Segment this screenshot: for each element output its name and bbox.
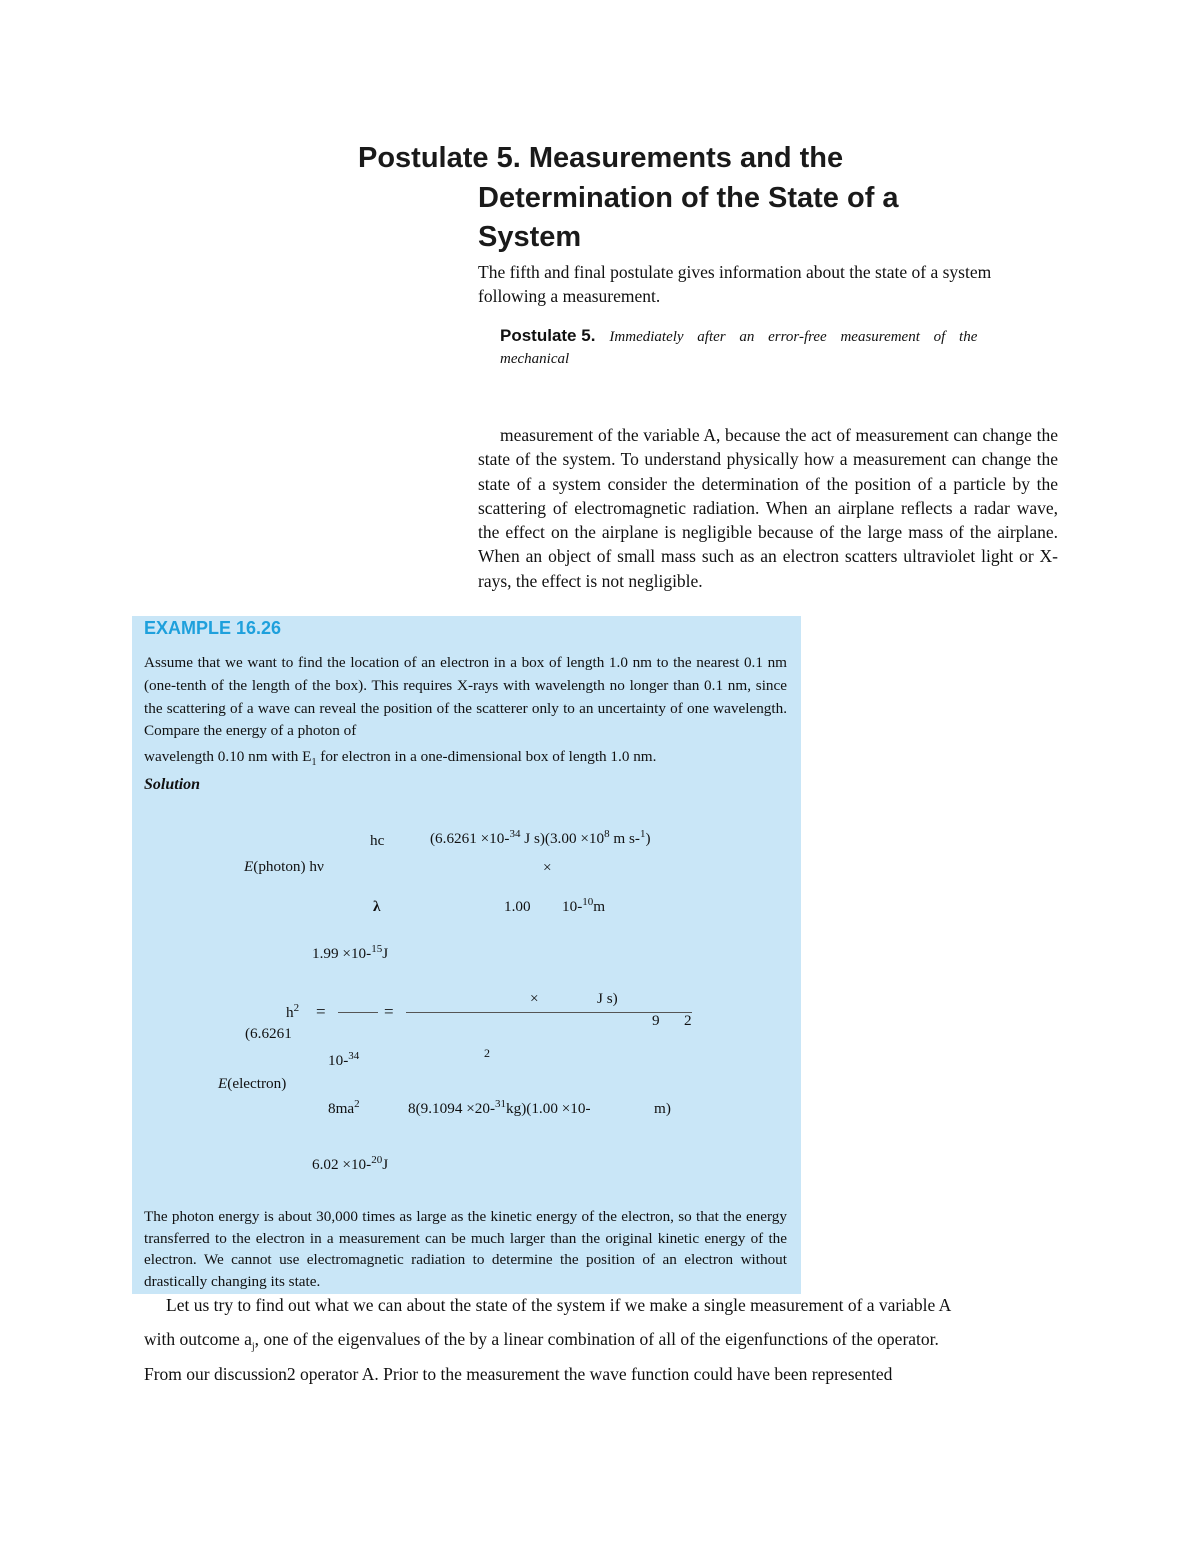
intro-line-1: The fifth and final postulate gives information about the state of a system [478, 262, 992, 282]
eq-h-exp: 2 [293, 1001, 300, 1014]
postulate-label: Postulate 5. [500, 326, 596, 345]
eq-res1-exp: 15 [371, 942, 383, 955]
eq-js-close: J s) [597, 990, 618, 1007]
eq-res2-unit: J [382, 1156, 389, 1173]
eq-ma-exp: 2 [354, 1097, 360, 1110]
eq-two-exp: 2 [684, 1012, 692, 1029]
bottom-line-2-post: , one of the eigenvalues of the by a linear combination of all of the eigenfunctions of the operator. [254, 1329, 939, 1349]
eq-small-two: 2 [484, 1046, 490, 1060]
heading-line-1: Postulate 5. Measurements and the [358, 142, 844, 174]
eq-ten34-exp: 34 [348, 1049, 360, 1062]
example-conclusion: The photon energy is about 30,000 times as large as the kinetic energy of the electron, so that the energy transferred to the electron in a measurement can be much larger than the original kinetic energy of the electron. We cannot use electromagnetic radiation to determine the position of an electron without drastically changing its state. [144, 1208, 787, 1290]
eq-den2-part2: kg)(1.00 ×10- [506, 1100, 591, 1117]
eq-photon-lhs [244, 858, 324, 876]
eq-num-exp1: 34 [509, 827, 521, 840]
heading-line-2: Determination of the State of a [478, 182, 899, 214]
eq-lambda: λ [373, 898, 381, 915]
eq-res1-base: 1.99 ×10- [312, 945, 372, 962]
eq-den2-exp: 31 [495, 1097, 507, 1110]
eq-h-squared [286, 1001, 300, 1022]
eq-num-exp3: 1 [639, 827, 646, 840]
eq-electron-lhs [218, 1075, 286, 1093]
eq-electron-E: E [218, 1075, 228, 1092]
eq-nine: 9 [652, 1012, 660, 1029]
eq-num-part3: m s- [609, 830, 640, 847]
eq-den-10: 10- [562, 898, 583, 915]
eq-photon-rest: (photon) hν [253, 858, 324, 875]
postulate-italic-line-2: mechanical [500, 351, 570, 367]
eq-den-ten [562, 895, 606, 916]
bottom-line-1: Let us try to find out what we can about the state of the system if we make a single measurement of a variable A [166, 1295, 952, 1315]
bottom-line-2-sub: j [251, 1341, 255, 1353]
eq-den-m: m [593, 898, 606, 915]
intro-line-2: following a measurement. [478, 286, 661, 306]
eq-num-part2: J s)(3.00 ×10 [520, 830, 605, 847]
bottom-line-3: From our discussion2 operator A. Prior to the measurement the wave function could have been represented [144, 1364, 893, 1384]
eq-electron-label: (electron) [227, 1075, 287, 1092]
eq-fraction-line-short [338, 1012, 378, 1013]
eq-num-part1: (6.6261 ×10- [430, 830, 510, 847]
eq-times-2: × [530, 990, 539, 1007]
example-last-pre: wavelength 0.10 nm with E [144, 748, 312, 765]
eq-coef: (6.6261 [245, 1025, 292, 1042]
eq-photon-numerator [430, 827, 651, 848]
solution-label: Solution [144, 776, 201, 793]
eq-hc: hc [370, 832, 385, 849]
postulate-statement [500, 326, 1058, 346]
eq-num-exp2: 8 [604, 827, 610, 840]
eq-den2-m: m) [654, 1100, 671, 1117]
eq-den2-part1: 8(9.1094 ×20- [408, 1100, 496, 1117]
eq-h: h [286, 1004, 294, 1021]
heading-line-3: System [478, 221, 582, 253]
eq-res1-unit: J [382, 945, 389, 962]
eq-num-close: ) [645, 830, 651, 847]
example-paragraph: Assume that we want to find the location of an electron in a box of length 1.0 nm to the nearest 0.1 nm (one-tenth of the length of the box). This requires X-rays with wavelength no longer than 0.1 nm, since the scattering of a wave can reveal the position of the scatterer only to an uncertainty of one wavelength. Compare the energy of a photon of [144, 654, 787, 740]
postulate-italic-line-1: Immediately after an error-free measurement of the [609, 329, 978, 345]
eq-equals-2: = [384, 1002, 394, 1021]
eq-result-1 [312, 942, 389, 963]
eq-photon-E: E [244, 858, 254, 875]
bottom-line-2-pre: with outcome a [144, 1329, 252, 1349]
eq-result-2 [312, 1153, 389, 1174]
eq-electron-denominator [408, 1097, 591, 1118]
eq-equals-1: = [316, 1002, 326, 1021]
eq-ma-base: 8ma [328, 1100, 355, 1117]
eq-ma-squared [328, 1097, 360, 1118]
eq-den-exp: 10 [582, 895, 594, 908]
eq-ten34 [328, 1049, 360, 1070]
example-paragraph-last-line [144, 748, 657, 769]
example-title: EXAMPLE 16.26 [144, 618, 282, 638]
example-last-post: for electron in a one-dimensional box of length 1.0 nm. [316, 748, 657, 765]
body-paragraph: measurement of the variable A, because the act of measurement can change the state of the system. To understand physically how a measurement can change the state of a system consider the determination of the position of a particle by the scattering of electromagnetic radiation. When an airplane reflects a radar wave, the effect on the airplane is negligible because of the large mass of the airplane. When an object of small mass such as an electron scatters ultraviolet light or X-rays, the effect is not negligible. [478, 425, 1058, 591]
bottom-line-2 [144, 1329, 939, 1353]
eq-times-1: × [543, 859, 552, 876]
eq-res2-exp: 20 [371, 1153, 383, 1166]
eq-ten34-base: 10- [328, 1052, 349, 1069]
example-last-sub: 1 [311, 757, 317, 769]
eq-den-100: 1.00 [504, 898, 531, 915]
eq-fraction-line-long [406, 1012, 692, 1013]
eq-res2-base: 6.02 ×10- [312, 1156, 372, 1173]
